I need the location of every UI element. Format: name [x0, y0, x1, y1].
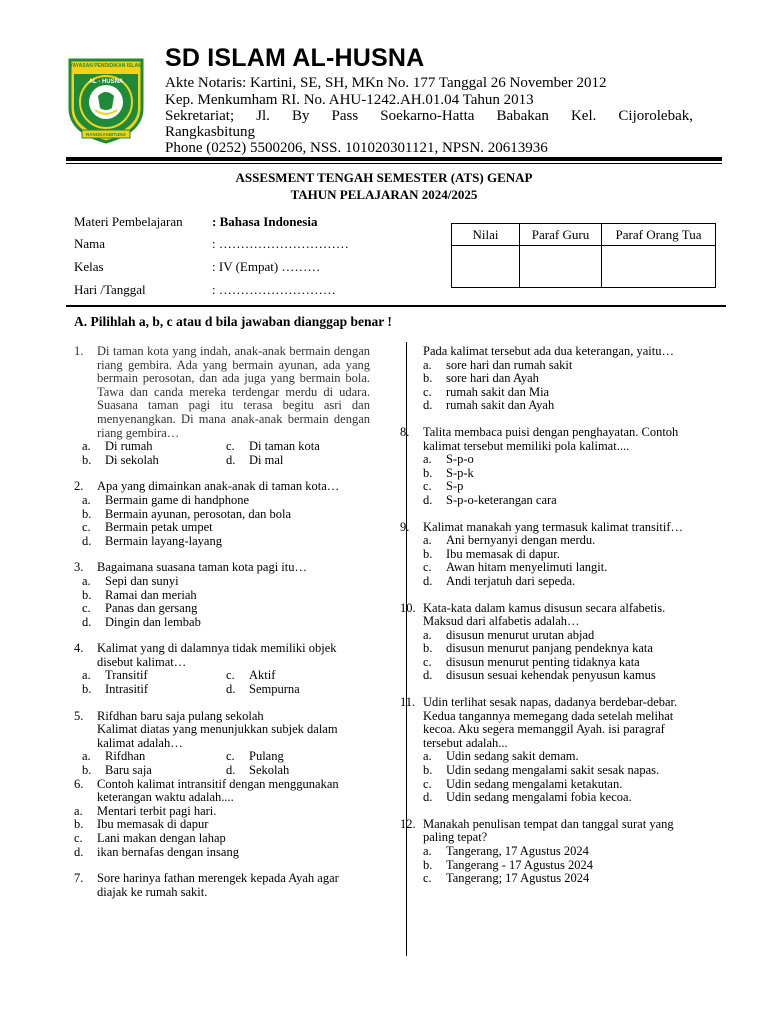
question-number: 10. — [400, 600, 416, 615]
question-text: Udin terlihat sesak napas, dadanya berdebar-debar. Kedua tangannya memegang dada setelah melihat kecoa. Aku segera memanggil Ayah. isi paragraf tersebut adalah... — [423, 695, 678, 750]
info-value: : IV (Empat) ……… — [212, 259, 321, 274]
option-c[interactable]: c. Tangerang; 17 Agustus 2024 — [423, 871, 590, 886]
info-value: : ……………………… — [212, 282, 336, 297]
options-row — [82, 750, 370, 764]
option-c[interactable]: c. Di taman kota — [226, 439, 320, 454]
info-label: Kelas — [74, 259, 104, 274]
questions-right-column — [400, 345, 692, 886]
option-b[interactable]: b. Ibu memasak di dapur. — [423, 546, 560, 561]
school-name: SD ISLAM AL-HUSNA — [165, 44, 425, 72]
options-row — [82, 683, 370, 697]
option-text: sore hari dan Ayah — [446, 371, 539, 386]
option-text: disusun menurut panjang pendeknya kata — [446, 641, 653, 656]
question-text: Apa yang dimainkan anak-anak di taman kota… — [97, 479, 340, 494]
option-d[interactable]: d. ikan bernafas dengan insang — [74, 844, 239, 859]
option-text: Di sekolah — [105, 452, 159, 467]
info-row-name — [74, 236, 349, 252]
exam-year: TAHUN PELAJARAN 2024/2025 — [290, 187, 478, 202]
question-8 — [400, 426, 692, 453]
score-cell-nilai[interactable] — [452, 246, 520, 288]
option-text: Intrasitif — [105, 682, 149, 697]
question-text: Kalimat manakah yang termasuk kalimat transitif… — [423, 519, 683, 534]
option-a[interactable]: a. Sepi dan sunyi — [82, 573, 179, 588]
question-number: 5. — [74, 708, 84, 723]
question-text: Bagaimana suasana taman kota pagi itu… — [97, 560, 308, 575]
option-b[interactable]: b. disusun menurut panjang pendeknya kata — [423, 641, 653, 656]
option-d[interactable]: d. Sekolah — [226, 763, 290, 778]
option-c[interactable]: c. Bermain petak umpet — [82, 520, 213, 535]
option-text: Bermain ayunan, perosotan, dan bola — [105, 506, 292, 521]
question-number: 7. — [74, 871, 84, 886]
option-a[interactable]: a. Mentari terbit pagi hari. — [74, 803, 217, 818]
option-text: Ramai dan meriah — [105, 587, 197, 602]
question-number: 11. — [400, 695, 416, 710]
option-text: Udin sedang mengalami sakit sesak napas. — [446, 763, 660, 778]
option-text: Sepi dan sunyi — [105, 573, 179, 588]
question-text: Manakah penulisan tempat dan tanggal surat yang paling tepat? — [423, 816, 674, 845]
option-text: disusun menurut penting tidaknya kata — [446, 654, 640, 669]
info-row-class — [74, 259, 320, 275]
option-text: Bermain layang-layang — [105, 533, 222, 548]
question-5 — [74, 710, 370, 751]
question-number: 8. — [400, 424, 410, 439]
school-kep: Kep. Menkumham RI. No. AHU-1242.AH.01.04 Tahun 2013 — [165, 92, 534, 108]
option-text: Baru saja — [105, 763, 152, 778]
school-address-2: Rangkasbitung — [165, 124, 255, 140]
option-a[interactable]: a. Udin sedang sakit demam. — [423, 749, 579, 764]
question-4 — [74, 642, 370, 669]
option-c[interactable]: c. Pulang — [226, 749, 284, 764]
option-text: Tangerang; 17 Agustus 2024 — [446, 871, 590, 886]
option-d[interactable]: d. Bermain layang-layang — [82, 533, 222, 548]
question-text: Kalimat diatas yang menunjukkan subjek dalam kalimat adalah… — [97, 722, 338, 750]
question-number: 3. — [74, 560, 84, 575]
school-contact: Phone (0252) 5500206, NSS. 101020301121, NPSN. 20613936 — [165, 140, 548, 156]
option-text: Di taman kota — [249, 439, 320, 454]
option-text: disusun sesuai kehendak penyusun kamus — [446, 668, 656, 683]
option-text: Rifdhan — [105, 749, 146, 764]
option-d[interactable]: d. Di mal — [226, 452, 284, 467]
option-text: rumah sakit dan Ayah — [446, 398, 555, 413]
option-b[interactable]: b. Di sekolah — [82, 452, 159, 467]
question-10 — [400, 602, 692, 629]
score-header-paraf-guru: Paraf Guru — [520, 224, 602, 246]
option-c[interactable]: c. disusun menurut penting tidaknya kata — [423, 654, 640, 669]
question-number: 2. — [74, 479, 84, 494]
option-text: Panas dan gersang — [105, 601, 198, 616]
logo-ring-text: AL - HUSNA — [88, 79, 124, 85]
info-label: Materi Pembelajaran — [74, 214, 183, 229]
option-text: Udin sedang mengalami fobia kecoa. — [446, 790, 632, 805]
question-number: 6. — [74, 776, 84, 791]
option-b[interactable]: b. Bermain ayunan, perosotan, dan bola — [82, 506, 292, 521]
option-b[interactable]: b. sore hari dan Ayah — [423, 371, 539, 386]
option-c[interactable]: c. S-p — [423, 479, 464, 494]
option-b[interactable]: b. Ibu memasak di dapur — [74, 817, 209, 832]
option-text: Ibu memasak di dapur. — [446, 546, 560, 561]
letterhead — [0, 0, 768, 165]
option-d[interactable]: d. Sempurna — [226, 682, 300, 697]
question-9 — [400, 521, 692, 535]
option-b[interactable]: b. Tangerang - 17 Agustus 2024 — [423, 857, 594, 872]
option-text: Udin sedang sakit demam. — [446, 749, 579, 764]
option-text: S-p-o — [446, 452, 474, 467]
option-b[interactable]: b. S-p-k — [423, 465, 474, 480]
question-12 — [400, 818, 692, 845]
option-d[interactable]: d. S-p-o-keterangan cara — [423, 492, 557, 507]
question-2 — [74, 480, 370, 494]
option-a[interactable]: a. Transitif — [82, 668, 148, 683]
question-number: 1. — [74, 344, 84, 358]
score-table — [451, 223, 716, 288]
question-11 — [400, 696, 692, 750]
question-text: Rifdhan baru saja pulang sekolah — [97, 708, 264, 723]
exam-title: ASSESMENT TENGAH SEMESTER (ATS) GENAP — [235, 170, 533, 185]
info-label: Hari /Tanggal — [74, 282, 146, 297]
option-text: Udin sedang mengalami ketakutan. — [446, 776, 623, 791]
option-a[interactable]: a. Tangerang, 17 Agustus 2024 — [423, 844, 589, 858]
option-a[interactable]: a. Rifdhan — [82, 749, 146, 764]
option-text: S-p — [446, 479, 464, 494]
option-d[interactable]: d. rumah sakit dan Ayah — [423, 398, 555, 413]
info-label: Nama — [74, 236, 106, 251]
option-a[interactable]: a. Ani bernyanyi dengan merdu. — [423, 533, 596, 548]
info-value: : ………………………… — [212, 236, 349, 251]
question-1 — [74, 345, 370, 440]
option-text: Dingin dan lembab — [105, 614, 201, 629]
option-text: Bermain game di handphone — [105, 492, 250, 507]
option-text: Aktif — [249, 668, 276, 683]
option-b[interactable]: b. Ramai dan meriah — [82, 587, 197, 602]
option-text: Di rumah — [105, 439, 153, 454]
option-c[interactable]: c. rumah sakit dan Mia — [423, 384, 550, 399]
option-text: Transitif — [105, 668, 148, 683]
option-a[interactable]: a. disusun menurut urutan abjad — [423, 627, 595, 642]
header-rule-thick — [66, 157, 722, 161]
option-c[interactable]: c. Aktif — [226, 668, 276, 683]
question-number: 12. — [400, 816, 416, 831]
score-header-paraf-ortu: Paraf Orang Tua — [602, 224, 716, 246]
score-cell-paraf-guru[interactable] — [520, 246, 602, 288]
info-row-subject — [74, 214, 317, 230]
option-d[interactable]: d. Dingin dan lembab — [82, 614, 201, 629]
question-number: 4. — [74, 641, 84, 656]
score-header-nilai: Nilai — [452, 224, 520, 246]
option-text: Di mal — [249, 452, 284, 467]
logo-top-text: YAYASAN PENDIDIKAN ISLAM — [69, 63, 143, 69]
header-rule-thin — [66, 163, 722, 164]
option-c[interactable]: c. Lani makan dengan lahap — [74, 831, 226, 845]
option-text: Lani makan dengan lahap — [97, 831, 226, 845]
option-text: rumah sakit dan Mia — [446, 384, 550, 399]
option-text: sore hari dan rumah sakit — [446, 357, 573, 372]
option-d[interactable]: d. Udin sedang mengalami fobia kecoa. — [423, 790, 632, 805]
options-row — [82, 669, 370, 683]
option-text: S-p-o-keterangan cara — [446, 492, 557, 507]
question-7-continued — [400, 345, 692, 359]
questions-left-column — [74, 345, 370, 899]
info-value: : Bahasa Indonesia — [212, 214, 318, 229]
option-text: Ibu memasak di dapur — [97, 817, 209, 832]
option-b[interactable]: b. Udin sedang mengalami sakit sesak napas. — [423, 763, 660, 778]
question-text: Di taman kota yang indah, anak-anak bermain dengan riang gembira. Ada yang bermain ayunan, ada yang bermain perosotan, dan ada juga yang bermain bola. Tawa dan canda mereka terdengar merdu di udara. Suasana taman pagi itu terasa begitu asri dan menyenangkan. Di mana anak-anak bermain dengan riang gembira… — [97, 344, 370, 440]
option-a[interactable]: a. sore hari dan rumah sakit — [423, 357, 573, 372]
option-text: Ani bernyanyi dengan merdu. — [446, 533, 596, 548]
question-text: Kalimat yang di dalamnya tidak memiliki objek disebut kalimat… — [97, 641, 337, 669]
question-3 — [74, 561, 370, 575]
option-a[interactable]: a. Bermain game di handphone — [82, 492, 250, 507]
option-text: Andi terjatuh dari sepeda. — [446, 573, 576, 588]
option-text: ikan bernafas dengan insang — [97, 844, 239, 859]
option-text: Awan hitam menyelimuti langit. — [446, 560, 608, 575]
question-number: 9. — [400, 519, 410, 534]
school-logo-icon — [68, 58, 144, 144]
options-row — [82, 454, 370, 468]
section-a-heading: A. Pilihlah a, b, c atau d bila jawaban dianggap benar ! — [74, 314, 392, 329]
question-text: Sore harinya fathan merengek kepada Ayah agar diajak ke rumah sakit. — [97, 871, 339, 899]
school-address-1: Sekretariat; Jl. By Pass Soekarno-Hatta Babakan Kel. Cijorolebak, — [165, 108, 693, 124]
question-text: Kata-kata dalam kamus disusun secara alfabetis. Maksud dari alfabetis adalah… — [423, 600, 666, 629]
options-row — [82, 764, 370, 778]
option-d[interactable]: d. Andi terjatuh dari sepeda. — [423, 573, 576, 588]
option-a[interactable]: a. S-p-o — [423, 452, 474, 467]
option-text: S-p-k — [446, 465, 474, 480]
option-a[interactable]: a. Di rumah — [82, 439, 153, 454]
option-text: Bermain petak umpet — [105, 520, 213, 535]
question-7 — [74, 872, 370, 899]
logo-bottom-text: RANGKASBITUNG — [86, 132, 126, 137]
info-row-date — [74, 282, 336, 298]
question-6 — [74, 778, 370, 805]
option-text: Sekolah — [249, 763, 290, 778]
option-text: Mentari terbit pagi hari. — [97, 803, 217, 818]
option-b[interactable]: b. Baru saja — [82, 763, 152, 778]
score-cell-paraf-ortu[interactable] — [602, 246, 716, 288]
school-notary: Akte Notaris: Kartini, SE, SH, MKn No. 177 Tanggal 26 November 2012 — [165, 75, 607, 91]
question-text: Contoh kalimat intransitif dengan menggunakan keterangan waktu adalah.... — [97, 776, 339, 805]
option-d[interactable]: d. disusun sesuai kehendak penyusun kamus — [423, 668, 656, 683]
option-text: Tangerang, 17 Agustus 2024 — [446, 844, 589, 858]
section-rule — [66, 305, 726, 307]
question-text: Pada kalimat tersebut ada dua keterangan, yaitu… — [423, 344, 674, 358]
option-c[interactable]: c. Udin sedang mengalami ketakutan. — [423, 776, 623, 791]
option-text: disusun menurut urutan abjad — [446, 627, 595, 642]
options-row — [82, 440, 370, 454]
option-b[interactable]: b. Intrasitif — [82, 682, 149, 697]
option-text: Sempurna — [249, 682, 300, 697]
question-text: Talita membaca puisi dengan penghayatan. Contoh kalimat tersebut memiliki pola kalimat.... — [423, 424, 679, 453]
option-text: Pulang — [249, 749, 284, 764]
option-c[interactable]: c. Awan hitam menyelimuti langit. — [423, 560, 608, 575]
option-text: Tangerang - 17 Agustus 2024 — [446, 857, 594, 872]
option-c[interactable]: c. Panas dan gersang — [82, 601, 198, 616]
